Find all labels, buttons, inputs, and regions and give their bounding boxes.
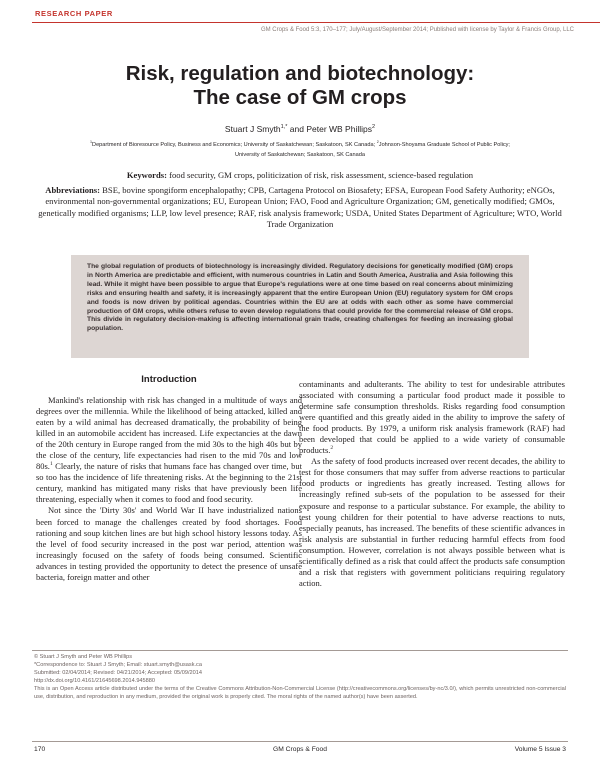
footer-rule [32, 741, 568, 742]
abbreviations [34, 185, 566, 230]
keywords [40, 170, 560, 181]
affiliations [40, 140, 560, 160]
header-rule [32, 22, 600, 23]
journal-citation: GM Crops & Food 5:3, 170–177; July/August/September 2014; Published with license by Taylor & Francis Group, LLC [260, 27, 574, 33]
footer-volume: Volume 5 Issue 3 [514, 746, 566, 753]
affil-1-sup: 1 [90, 140, 93, 145]
section-label: RESEARCH PAPER [35, 9, 113, 18]
abstract-text: The global regulation of products of biotechnology is increasingly divided. Regulatory decisions for genetically modified (GM) crops in North America are predictable and efficient, with numerous countries in Latin and South America, Australia and Asia following this lead. While it might have been possible to argue that Europe's regulations were at one time based on real concerns about minimizing risks and ensuring health and safety, it is increasingly apparent that the entire European Union (EU) regulatory system for GM crops and foods is now driven by political agendas. Countries within the EU are at odds with each other as some have commercial production of GM crops, while others refuse to even develop regulations that could provide for the commercial release of GM crops. This divide in regulatory decision-making is affecting international grain trade, creating challenges for feeding an increasing global population. [87, 263, 513, 333]
author-2-sup: 2 [372, 124, 376, 131]
abstract-box [71, 255, 529, 358]
paragraph-4: As the safety of food products increased over recent decades, the ability to test for those consumers that may suffer from adverse reactions to particular food products or ingredients has greatly increased. Testing allows for increasingly refined sub-sets of the population to be assessed for their exposure and response to a particular substance. For example, the ability to test young children for their potential to have adverse reactions to nuts, especially peanuts, has increased. The benefits of these scientific advances in risk analysis are substantial in further reducing harmful effects from food consumption. However, correlation is not always possible between what is scientifically defined as a risk that could affect the products safe consumption and a risk that registers with government politicians requiring regulatory action. [299, 456, 565, 588]
paragraph-1a: Mankind's relationship with risk has changed in a multitude of ways and degrees over the millennia. While the likelihood of being attacked, killed and eaten by a wild animal has decreased dramatically, the probability of being killed in an automobile accident has increased. Life expectancies at the dawn of the 20th century in Europe ranged from the mid 30s to the high 40s but by the close of the century, life expectancies had risen to the mid 70s and low 80s. [36, 395, 302, 472]
abbreviations-text: BSE, bovine spongiform encephalopathy; CPB, Cartagena Protocol on Biosafety; EFSA, European Food Safety Authority; eNGOs, environmental non-governmental organizations; EU, European Union; FAO, Food and Agriculture Organization; GM, genetically modified; GMOs, genetically modified organisms; LLP, low level presence; RAF, risk analysis framework; USDA, United States Department of Agriculture; WTO, World Trade Organization [38, 185, 562, 229]
affil-2-sup: 2 [376, 140, 379, 145]
paragraph-1 [36, 395, 302, 505]
author-and: and [287, 124, 307, 134]
introduction-heading: Introduction [141, 374, 197, 385]
column-left [36, 374, 302, 583]
paragraph-1b: Clearly, the nature of risks that humans face has changed over time, but so too has the incidence of life threatening risks. At the beginning to the 21st century, mankind has mitigated many risks that have previously been life threatening, especially when it comes to food and food security. [36, 461, 302, 505]
affil-2: Johnson-Shoyama Graduate School of Public Policy; [378, 142, 510, 148]
keywords-text: food security, GM crops, politicization of risk, risk assessment, science-based regulation [166, 170, 474, 180]
affil-1: Department of Bioresource Policy, Business and Economics; University of Saskatchewan; Saskatoon, SK Canada; [92, 142, 377, 148]
affil-2-cont: University of Saskatchewan; Saskatoon, SK Canada [235, 152, 365, 158]
title-line-1: Risk, regulation and biotechnology: [125, 62, 475, 85]
paragraph-3a: contaminants and adulterants. The ability to test for undesirable attributes associated with consuming a particular food product made it possible to determine safe consumption thresholds. Risks regarding food consumption were quantified and this greatly aided in the ability to improve the safety of the food products. By 1979, a uniform risk analysis framework (RAF) had been developed that could be applied to a wide variety of consumable products. [299, 379, 565, 456]
doi-link[interactable]: http://dx.doi.org/10.4161/21645698.2014.945880 [34, 678, 155, 685]
dates-note: Submitted: 02/04/2014; Revised: 04/21/2014; Accepted: 05/09/2014 [34, 670, 202, 677]
page-number: 170 [34, 746, 46, 753]
abbreviations-label: Abbreviations: [45, 185, 101, 195]
copyright-note: © Stuart J Smyth and Peter WB Phillips [34, 654, 133, 660]
keywords-label: Keywords: [126, 170, 167, 180]
paragraph-3 [299, 379, 565, 456]
correspondence-note: *Correspondence to: Stuart J Smyth; Email: stuart.smyth@usask.ca [34, 662, 202, 669]
author-1: Stuart J Smyth [224, 124, 281, 134]
footer-journal: GM Crops & Food [273, 746, 327, 753]
title-line-2: The case of GM crops [193, 86, 407, 109]
license-note: This is an Open Access article distributed under the terms of the Creative Commons Attribution-Non-Commercial License (http://creativecommons.org/licenses/by-nc/3.0/), which permits unrestricted non-commercial use, distribution, and reproduction in any medium, provided the original work is properly cited. The moral rights of the named author(s) have been asserted. [34, 686, 566, 701]
paragraph-2: Not since the 'Dirty 30s' and World War II have industrialized nations been forced to manage the challenges created by food shortages. Food rationing and soup kitchen lines are but high school history lessons today. As the level of food security increased in the post war period, attention was increasingly focused on the safety of foods being consumed. Scientific advances in testing provided the opportunity to detect the presence of unsafe bacteria, foreign matter and other [36, 505, 302, 582]
author-2: Peter WB Phillips [306, 124, 372, 134]
ref-2: 2 [330, 445, 334, 452]
article-title [0, 62, 600, 110]
ref-1: 1 [49, 461, 53, 468]
author-1-sup: 1,* [280, 124, 288, 131]
page-header [0, 0, 600, 44]
footnotes [32, 650, 568, 721]
column-right [299, 379, 565, 589]
author-list [0, 124, 600, 134]
